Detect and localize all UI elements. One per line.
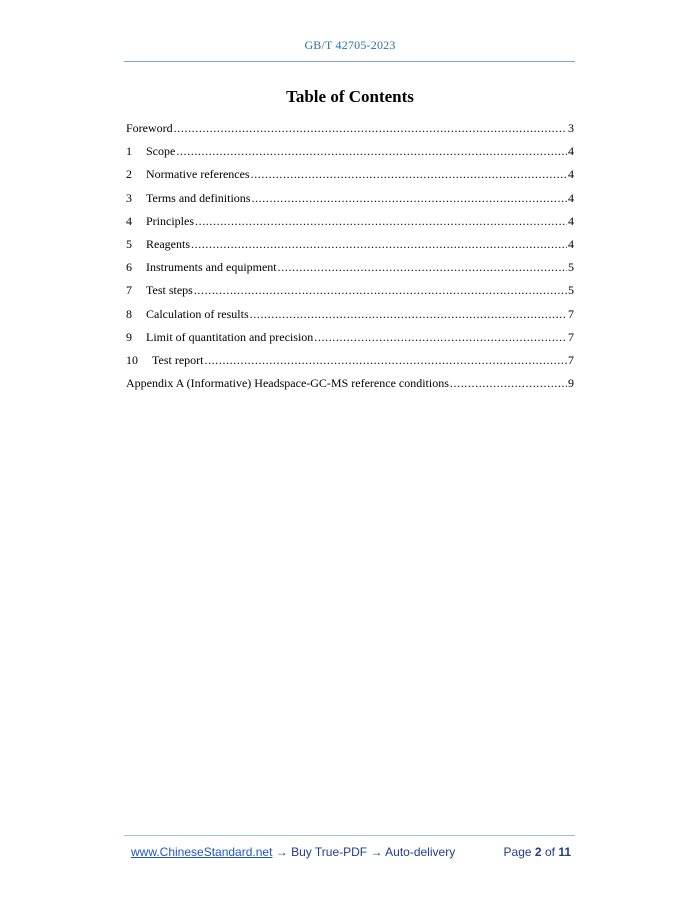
- toc-entry-title: Terms and definitions: [146, 190, 251, 205]
- toc-entry-page: 9: [568, 376, 574, 391]
- header-standard-code: GB/T 42705-2023: [304, 38, 396, 52]
- toc-leader-dots: [251, 166, 567, 182]
- toc-entry-page: 4: [568, 236, 574, 251]
- toc-entry-number: 10: [126, 352, 138, 367]
- footer-divider: [124, 835, 575, 836]
- table-of-contents: [126, 120, 574, 398]
- auto-delivery-text: Auto-delivery: [385, 845, 456, 859]
- page-indicator: [504, 845, 571, 859]
- toc-entry-page: 5: [568, 283, 574, 298]
- toc-entry-appendix-a[interactable]: [126, 375, 574, 398]
- toc-entry-title: Limit of quantitation and precision: [146, 329, 314, 344]
- buy-pdf-text: Buy True-PDF: [291, 845, 368, 859]
- toc-entry-calculation-of-results[interactable]: [126, 306, 574, 329]
- toc-entry-number: 6: [126, 260, 132, 275]
- toc-entry-reagents[interactable]: [126, 236, 574, 259]
- toc-leader-dots: [278, 259, 567, 275]
- toc-entry-title: Instruments and equipment: [146, 260, 277, 275]
- toc-leader-dots: [250, 306, 567, 322]
- toc-entry-title: Scope: [146, 144, 176, 159]
- toc-entry-page: 7: [568, 329, 574, 344]
- toc-leader-dots: [204, 352, 567, 368]
- page-title: Table of Contents: [286, 87, 414, 106]
- toc-entry-title: Normative references: [146, 167, 250, 182]
- toc-entry-terms-and-definitions[interactable]: [126, 190, 574, 213]
- toc-entry-title: Foreword: [126, 121, 173, 135]
- toc-entry-limit-of-quantitation[interactable]: [126, 329, 574, 352]
- toc-leader-dots: [450, 375, 567, 391]
- page-of-label: of: [544, 845, 555, 859]
- toc-entry-number: 5: [126, 236, 132, 251]
- toc-entry-instruments-and-equipment[interactable]: [126, 259, 574, 282]
- toc-leader-dots: [314, 329, 567, 345]
- arrow-right-icon: →: [275, 845, 288, 859]
- toc-entry-page: 4: [568, 167, 574, 182]
- arrow-right-icon: →: [370, 845, 383, 859]
- toc-entry-normative-references[interactable]: [126, 166, 574, 189]
- toc-entry-number: 2: [126, 167, 132, 182]
- toc-entry-title: Calculation of results: [146, 306, 249, 321]
- toc-entry-title: Principles: [146, 213, 194, 228]
- toc-entry-page: 4: [568, 213, 574, 228]
- toc-entry-page: 3: [568, 121, 574, 135]
- website-link[interactable]: www.ChineseStandard.net: [131, 845, 273, 859]
- toc-entry-title: Reagents: [146, 236, 190, 251]
- toc-entry-title: Test report: [152, 352, 204, 367]
- toc-entry-number: 4: [126, 213, 132, 228]
- toc-entry-title: Appendix A (Informative) Headspace-GC-MS reference conditions: [126, 376, 449, 391]
- page-label: Page: [503, 845, 532, 859]
- toc-leader-dots: [251, 190, 567, 206]
- toc-entry-page: 5: [568, 260, 574, 275]
- footer-promo: [131, 845, 455, 859]
- toc-entry-foreword[interactable]: [126, 120, 574, 143]
- toc-entry-principles[interactable]: [126, 213, 574, 236]
- toc-leader-dots: [195, 213, 567, 229]
- total-pages-number: 11: [558, 845, 571, 859]
- toc-entry-scope[interactable]: [126, 143, 574, 166]
- toc-entry-page: 7: [568, 352, 574, 367]
- toc-leader-dots: [174, 120, 567, 136]
- toc-entry-page: 4: [568, 190, 574, 205]
- toc-leader-dots: [176, 143, 567, 159]
- toc-entry-number: 9: [126, 329, 132, 344]
- toc-entry-page: 4: [568, 144, 574, 159]
- toc-leader-dots: [194, 282, 567, 298]
- toc-entry-number: 8: [126, 306, 132, 321]
- toc-entry-number: 3: [126, 190, 132, 205]
- toc-entry-number: 1: [126, 144, 132, 159]
- toc-entry-test-steps[interactable]: [126, 282, 574, 305]
- toc-entry-page: 7: [568, 306, 574, 321]
- toc-leader-dots: [191, 236, 567, 252]
- current-page-number: 2: [534, 845, 542, 859]
- toc-entry-number: 7: [126, 283, 132, 298]
- toc-entry-test-report[interactable]: [126, 352, 574, 375]
- header-divider: [124, 61, 575, 62]
- toc-entry-title: Test steps: [146, 283, 193, 298]
